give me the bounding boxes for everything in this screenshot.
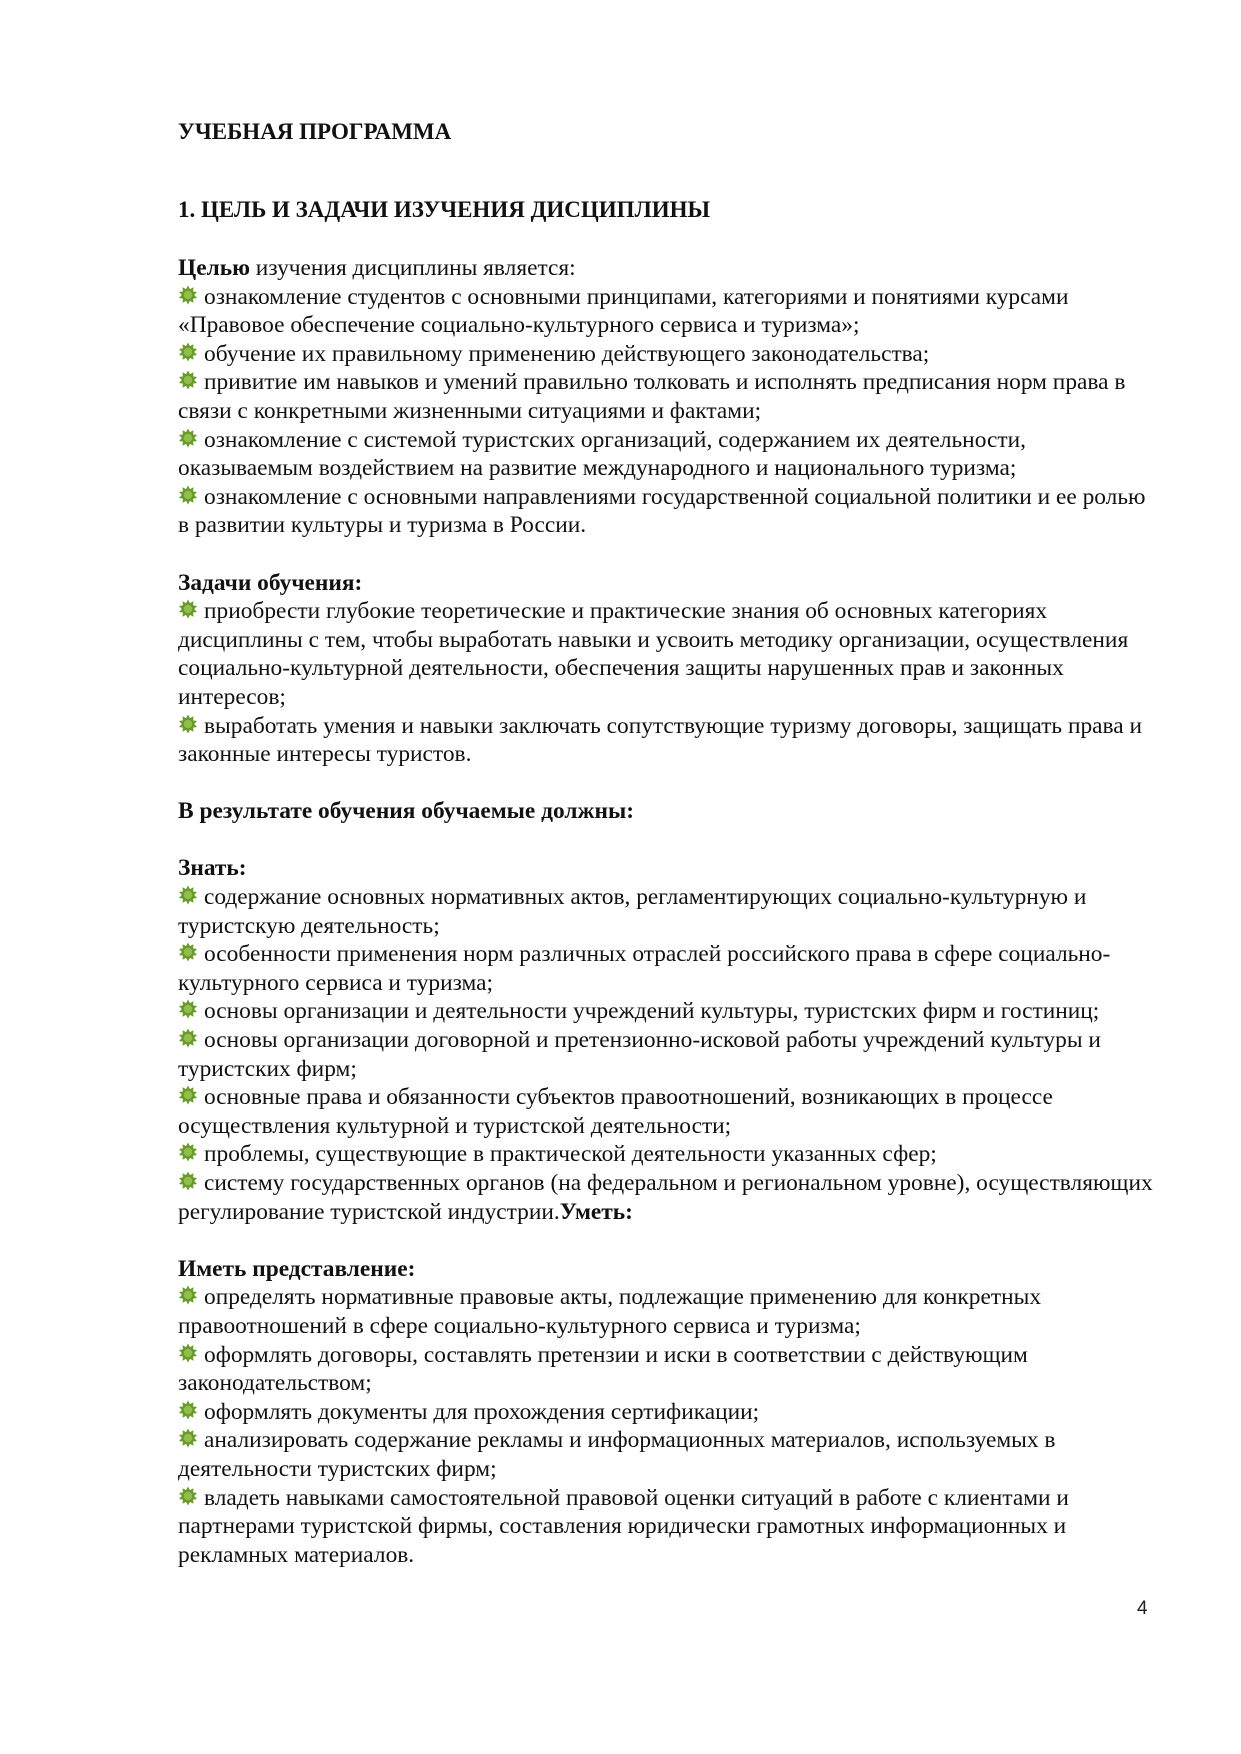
list-item-text: основы организации и деятельности учреждений культуры, туристских фирм и гостиниц; [204,998,1100,1025]
green-star-bullet-icon [178,428,198,448]
list-item-text: владеть навыками самостоятельной правовой оценки ситуаций в работе с клиентами и партнерами туристской фирмы, составления юридически грамотных информационных и рекламных материалов. [178,1484,1069,1568]
list-item [178,1083,1158,1140]
green-star-bullet-icon [178,714,198,734]
list-item [178,1169,1158,1226]
list-item-text: основные права и обязанности субъектов правоотношений, возникающих в процессе осуществления культурной и туристской деятельности; [178,1084,1053,1139]
goal-list [178,283,1158,540]
list-item [178,883,1158,940]
list-item [178,712,1158,769]
know-heading: Знать: [178,855,247,882]
list-item [178,426,1158,483]
list-item [178,340,1158,369]
green-star-bullet-icon [178,885,198,905]
list-item-text: оформлять документы для прохождения сертификации; [204,1398,760,1425]
list-item-text: систему государственных органов (на федеральном и региональном уровне), осуществляющих регулирование туристской индустрии. [178,1170,1153,1225]
green-star-bullet-icon [178,285,198,305]
document-body [178,254,1158,1569]
green-star-bullet-icon [178,1486,198,1506]
list-item [178,1398,1158,1427]
list-item-text: обучение их правильному применению действующего законодательства; [204,340,930,367]
represent-list [178,1283,1158,1569]
green-star-bullet-icon [178,1028,198,1048]
list-item-text: выработать умения и навыки заключать сопутствующие туризму договоры, защищать права и законные интересы туристов. [178,712,1143,768]
result-heading: В результате обучения обучаемые должны: [178,798,634,825]
green-star-bullet-icon [178,342,198,362]
list-item [178,1426,1158,1483]
green-star-bullet-icon [178,999,198,1019]
green-star-bullet-icon [178,599,198,619]
inline-bold-label: Уметь: [559,1198,633,1225]
green-star-bullet-icon [178,1343,198,1363]
green-star-bullet-icon [178,1085,198,1105]
tasks-list [178,597,1158,769]
list-item [178,1484,1158,1570]
list-item [178,597,1158,711]
list-item [178,283,1158,340]
list-item [178,940,1158,997]
list-item-text: основы организации договорной и претензионно-исковой работы учреждений культуры и туристских фирм; [178,1027,1101,1082]
list-item [178,1140,1158,1169]
list-item-text: оформлять договоры, составлять претензии и иски в соответствии с действующим законодательством; [178,1341,1028,1397]
list-item [178,483,1158,540]
list-item-text: содержание основных нормативных актов, регламентирующих социально-культурную и туристскую деятельность; [178,884,1087,939]
list-item-text: приобрести глубокие теоретические и практические знания об основных категориях дисциплины с тем, чтобы выработать навыки и усвоить методику организации, осуществления социально-культурной деятельности, обеспечения защиты нарушенных прав и законных интересов; [178,598,1129,710]
tasks-heading: Задачи обучения: [178,569,363,596]
list-item [178,1341,1158,1398]
green-star-bullet-icon [178,1142,198,1162]
green-star-bullet-icon [178,1285,198,1305]
list-item-text: привитие им навыков и умений правильно толковать и исполнять предписания норм права в связи с конкретными жизненными ситуациями и фактами; [178,369,1126,424]
green-star-bullet-icon [178,1428,198,1448]
list-item-text: проблемы, существующие в практической деятельности указанных сфер; [204,1141,937,1168]
green-star-bullet-icon [178,370,198,390]
represent-heading: Иметь представление: [178,1255,416,1282]
list-item-text: анализировать содержание рекламы и информационных материалов, используемых в деятельности туристских фирм; [178,1427,1056,1482]
document-title: УЧЕБНАЯ ПРОГРАММА [178,119,452,144]
goal-lead-rest: изучения дисциплины является: [249,255,576,281]
list-item [178,997,1158,1026]
list-item-text: определять нормативные правовые акты, подлежащие применению для конкретных правоотношений в сфере социально-культурного сервиса и туризма; [178,1284,1042,1339]
list-item [178,1026,1158,1083]
list-item-text: ознакомление студентов с основными принципами, категориями и понятиями курсами «Правовое обеспечение социально-культурного сервиса и туризма»; [178,283,1069,339]
list-item-text: ознакомление с основными направлениями государственной социальной политики и ее ролью в развитии культуры и туризма в России. [178,483,1146,539]
section-title: 1. ЦЕЛЬ И ЗАДАЧИ ИЗУЧЕНИЯ ДИСЦИПЛИНЫ [178,197,711,222]
list-item [178,368,1158,425]
page-number: 4 [1137,1598,1148,1619]
list-item-text: ознакомление с системой туристских организаций, содержанием их деятельности, оказываемым воздействием на развитие международного и национального туризма; [178,426,1026,482]
green-star-bullet-icon [178,1171,198,1191]
know-list [178,883,1158,1226]
green-star-bullet-icon [178,485,198,505]
list-item-text: особенности применения норм различных отраслей российского права в сфере социально-культурного сервиса и туризма; [178,941,1111,996]
green-star-bullet-icon [178,1400,198,1420]
green-star-bullet-icon [178,942,198,962]
goal-lead-bold: Целью [178,255,250,281]
list-item [178,1283,1158,1340]
goal-lead [178,254,1158,283]
